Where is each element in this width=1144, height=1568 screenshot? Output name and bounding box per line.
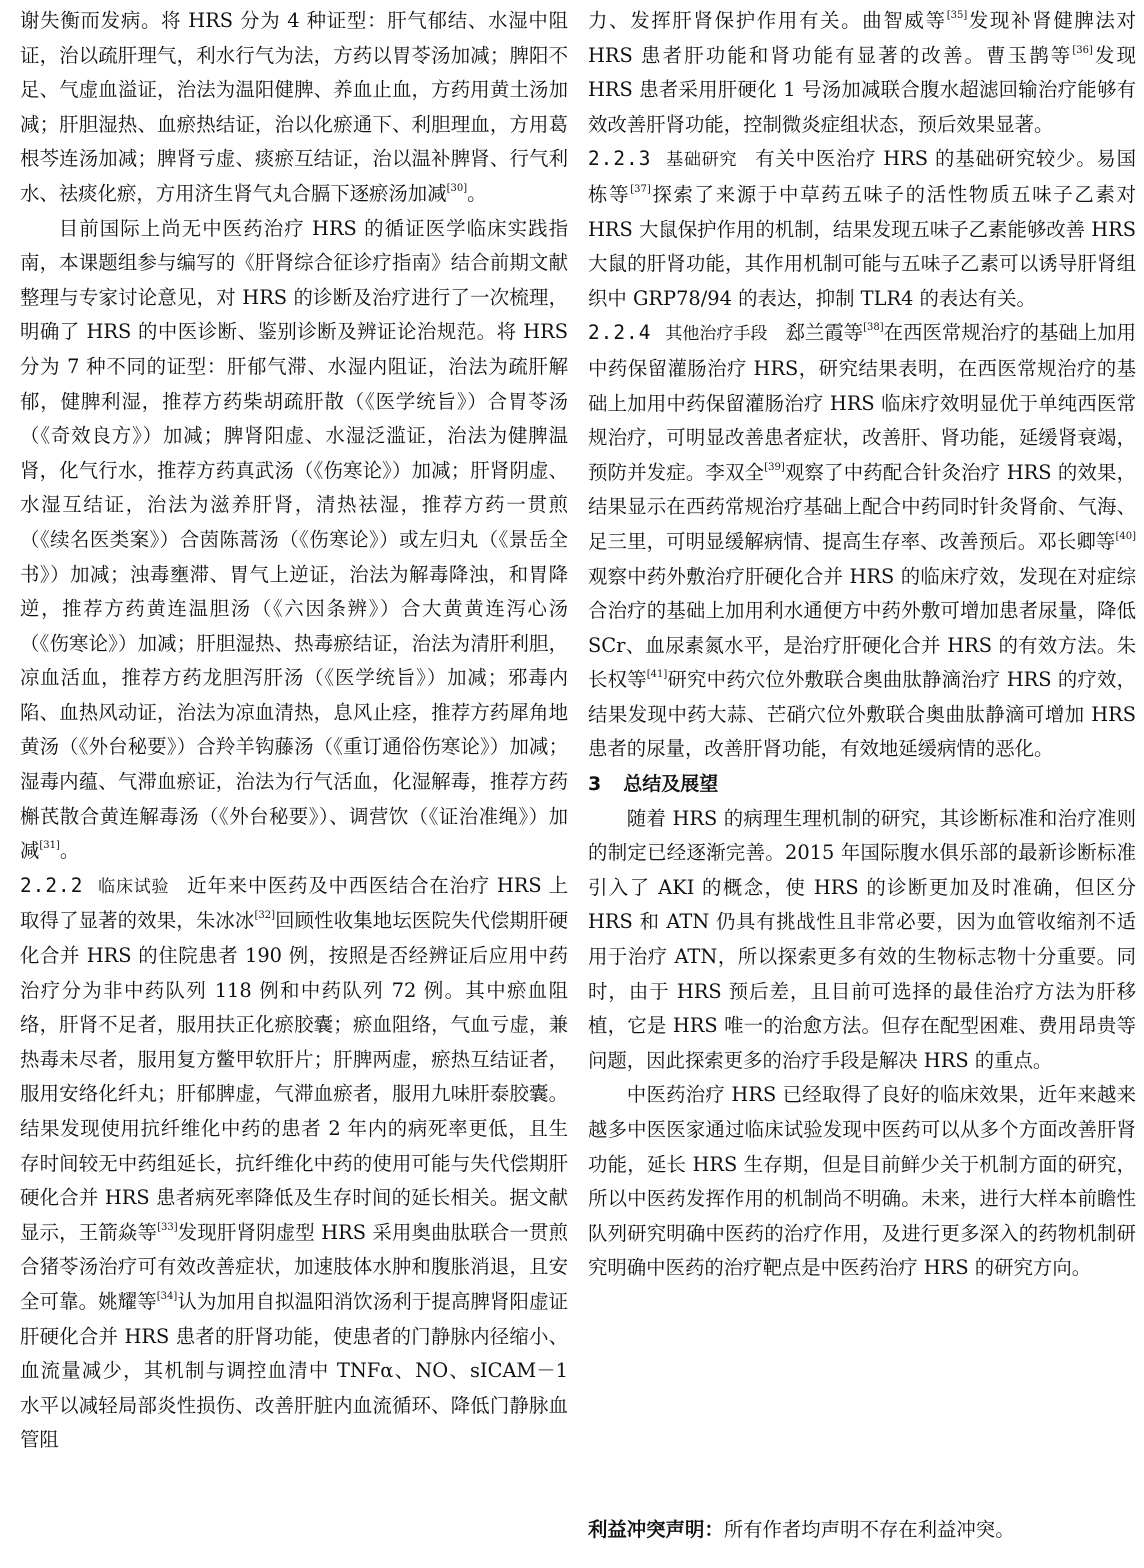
citation-35[interactable]: [35] bbox=[946, 10, 968, 21]
citation-32[interactable]: [32] bbox=[254, 910, 275, 922]
section-title: 基础研究 bbox=[665, 150, 738, 171]
section-title: 其他治疗手段 bbox=[665, 324, 768, 345]
coi-label: 利益冲突声明： bbox=[588, 1518, 724, 1541]
citation-31[interactable]: [31] bbox=[39, 840, 60, 852]
paragraph-guideline: 目前国际上尚无中医药治疗 HRS 的循证医学临床实践指南，本课题组参与编写的《肝肾综合征诊疗指南》结合前期文献整理与专家讨论意见，对 HRS 的诊断及治疗进行了一次梳理，明确了 HRS 的中医诊断、鉴别诊断及辨证论治规范。将 HRS 分为 7 种不同的证型：肝郁气滞、水湿内阻证，治法为疏肝解郁，健脾利湿，推荐方药柴胡疏肝散（《医学统旨》）合胃苓汤（《奇效良方》）加减；脾肾阳虚、水湿泛滥证，治法为健脾温肾，化气行水，推荐方药真武汤（《伤寒论》）加减；肝肾阴虚、水湿互结证，治法为滋养肝肾，清热祛湿，推荐方药一贯煎（《续名医类案》）合茵陈蒿汤（《伤寒论》）或左归丸（《景岳全书》）加减；浊毒壅滞、胃气上逆证，治法为解毒降浊，和胃降逆，推荐方药黄连温胆汤（《六因条辨》）合大黄黄连泻心汤（《伤寒论》）加减；肝胆湿热、热毒瘀结证，治法为清肝利胆，凉血活血，推荐方药龙胆泻肝汤（《医学统旨》）加减；邪毒内陷、血热风动证，治法为凉血清热，息风止痉，推荐方药犀角地黄汤（《外台秘要》）合羚羊钩藤汤（《重订通俗伤寒论》）加减；湿毒内蕴、气滞血瘀证，治法为行气活血，化湿解毒，推荐方药槲芪散合黄连解毒汤（《外台秘要》）、调营饮（《证治准绳》）加减[31]。 bbox=[20, 216, 568, 863]
section-3-heading bbox=[588, 767, 1136, 802]
citation-41[interactable]: [41] bbox=[646, 669, 668, 681]
section-number: 2.2.2 bbox=[20, 873, 84, 897]
citation-36[interactable]: [36] bbox=[1072, 44, 1093, 56]
paragraph-syndrome-types: 谢失衡而发病。将 HRS 分为 4 种证型：肝气郁结、水湿中阻证，治以疏肝理气，利水行气为法，方药以胃苓汤加减；脾阳不足、气虚血溢证，治法为温阳健脾、养血止血，方药用黄土汤加减；肝胆湿热、血瘀热结证，治以化瘀通下、利胆理血，方用葛根芩连汤加减；脾肾亏虚、痰瘀互结证，治以温补脾肾、行气利水、祛痰化瘀，方用济生肾气丸合膈下逐瘀汤加减[30]。 bbox=[20, 9, 568, 205]
section-2-2-4-other-treatments: 2.2.4 其他治疗手段 郄兰霞等[38]在西医常规治疗的基础上加用中药保留灌肠治疗 HRS，研究结果表明，在西医常规治疗的基础上加用中药保留灌肠治疗 HRS 临床疗效明显优于单纯西医常规治疗，可明显改善患者症状，改善肝、肾功能，延缓肾衰竭，预防并发症。李双全[39]观察了中药配合针灸治疗 HRS 的效果，结果显示在西药常规治疗基础上配合中药同时针灸肾俞、气海、足三里，可明显缓解病情、提高生存率、改善预后。邓长卿等[40]观察中药外敷治疗肝硬化合并 HRS 的临床疗效，发现在对症综合治疗的基础上加用利水通便方中药外敷可增加患者尿量，降低 SCr、血尿素氮水平，是治疗肝硬化合并 HRS 的有效方法。朱长权等[41]研究中药穴位外敷联合奥曲肽静滴治疗 HRS 的疗效，结果发现中药大蒜、芒硝穴位外敷联合奥曲肽静滴可增加 HRS 患者的尿量，改善肝肾功能，有效地延缓病情的恶化。 bbox=[588, 321, 1137, 761]
section-2-2-3-basic-research: 2.2.3 基础研究 有关中医治疗 HRS 的基础研究较少。易国栋等[37]探索了来源于中草药五味子的活性物质五味子乙素对 HRS 大鼠保护作用的机制，结果发现五味子乙素能够改善 HRS 大鼠的肝肾功能，其作用机制可能与五味子乙素可以诱导肝肾组织中 GRP78/94 的表达，抑制 TLR4 的表达有关。 bbox=[588, 147, 1137, 310]
section-number: 2.2.4 bbox=[588, 321, 652, 345]
coi-text: 所有作者均声明不存在利益冲突。 bbox=[723, 1518, 1015, 1541]
section-2-2-2-clinical-trials: 2.2.2 临床试验 近年来中医药及中西医结合在治疗 HRS 上取得了显著的效果，朱冰冰[32]回顾性收集地坛医院失代偿期肝硬化合并 HRS 的住院患者 190 例，按照是否经辨证后应用中药治疗分为非中药队列 118 例和中药队列 72 例。其中瘀血阻络，肝肾不足者，服用扶正化瘀胶囊；瘀血阻络，气血亏虚，兼热毒未尽者，服用复方鳖甲软肝片；肝脾两虚，瘀热互结证者，服用安络化纤丸；肝郁脾虚，气滞血瘀者，服用九味肝泰胶囊。结果发现使用抗纤维化中药的患者 2 年内的病死率更低，且生存时间较无中药组延长，抗纤维化中药的使用可能与失代偿期肝硬化合并 HRS 患者病死率降低及生存时间的延长相关。据文献显示，王箭焱等[33]发现肝肾阴虚型 HRS 采用奥曲肽联合一贯煎合猪苓汤治疗可有效改善症状，加速肢体水肿和腹胀消退，且安全可靠。姚耀等[34]认为加用自拟温阳消饮汤利于提高脾肾阳虚证肝硬化合并 HRS 患者的肝肾功能，使患者的门静脉内径缩小、血流量减少，其机制与调控血清中 TNFα、NO、sICAM－1 水平以减轻局部炎性损伤、改善肝脏内血流循环、降低门静脉血管阻 bbox=[20, 873, 569, 1452]
citation-30[interactable]: [30] bbox=[446, 182, 468, 194]
section-title: 临床试验 bbox=[97, 876, 170, 897]
paragraph-outlook: 中医药治疗 HRS 已经取得了良好的临床效果，近年来越来越多中医医家通过临床试验发现中医药可以从多个方面改善肝肾功能，延长 HRS 生存期，但是目前鲜少关于机制方面的研究，所以中医药发挥作用的机制尚不明确。未来，进行大样本前瞻性队列研究明确中医药的治疗作用，及进行更多深入的药物机制研究明确中医药的治疗靶点是中医药治疗 HRS 的研究方向。 bbox=[588, 1083, 1136, 1280]
section-number: 3 bbox=[588, 773, 602, 796]
right-column bbox=[588, 4, 1136, 1286]
citation-40[interactable]: [40] bbox=[1115, 530, 1136, 542]
paragraph-continuation: 力、发挥肝肾保护作用有关。曲智威等[35]发现补肾健脾法对 HRS 患者肝功能和肾功能有显著的改善。曹玉鹊等[36]发现 HRS 患者采用肝硬化 1 号汤加减联合腹水超滤回输治疗能够有效改善肝肾功能，控制微炎症组状态，预后效果显著。 bbox=[588, 9, 1137, 136]
citation-37[interactable]: [37] bbox=[630, 183, 651, 195]
conflict-of-interest-statement bbox=[588, 1513, 1136, 1548]
left-column bbox=[20, 4, 568, 1458]
citation-39[interactable]: [39] bbox=[764, 461, 785, 473]
paragraph-summary: 随着 HRS 的病理生理机制的研究，其诊断标准和治疗准则的制定已经逐渐完善。2015 年国际腹水俱乐部的最新诊断标准引入了 AKI 的概念，使 HRS 的诊断更加及时准确，但区分 HRS 和 ATN 仍具有挑战性且非常必要，因为血管收缩剂不适用于治疗 ATN，所以探索更多有效的生物标志物十分重要。同时，由于 HRS 预后差，且目前可选择的最佳治疗方法为肝移植，它是 HRS 唯一的治愈方法。但存在配型困难、费用昂贵等问题，因此探索更多的治疗手段是解决 HRS 的重点。 bbox=[588, 806, 1136, 1072]
citation-38[interactable]: [38] bbox=[863, 322, 884, 334]
citation-33[interactable]: [33] bbox=[157, 1221, 178, 1233]
section-number: 2.2.3 bbox=[588, 147, 652, 171]
citation-34[interactable]: [34] bbox=[156, 1290, 178, 1302]
section-title: 总结及展望 bbox=[623, 773, 719, 796]
